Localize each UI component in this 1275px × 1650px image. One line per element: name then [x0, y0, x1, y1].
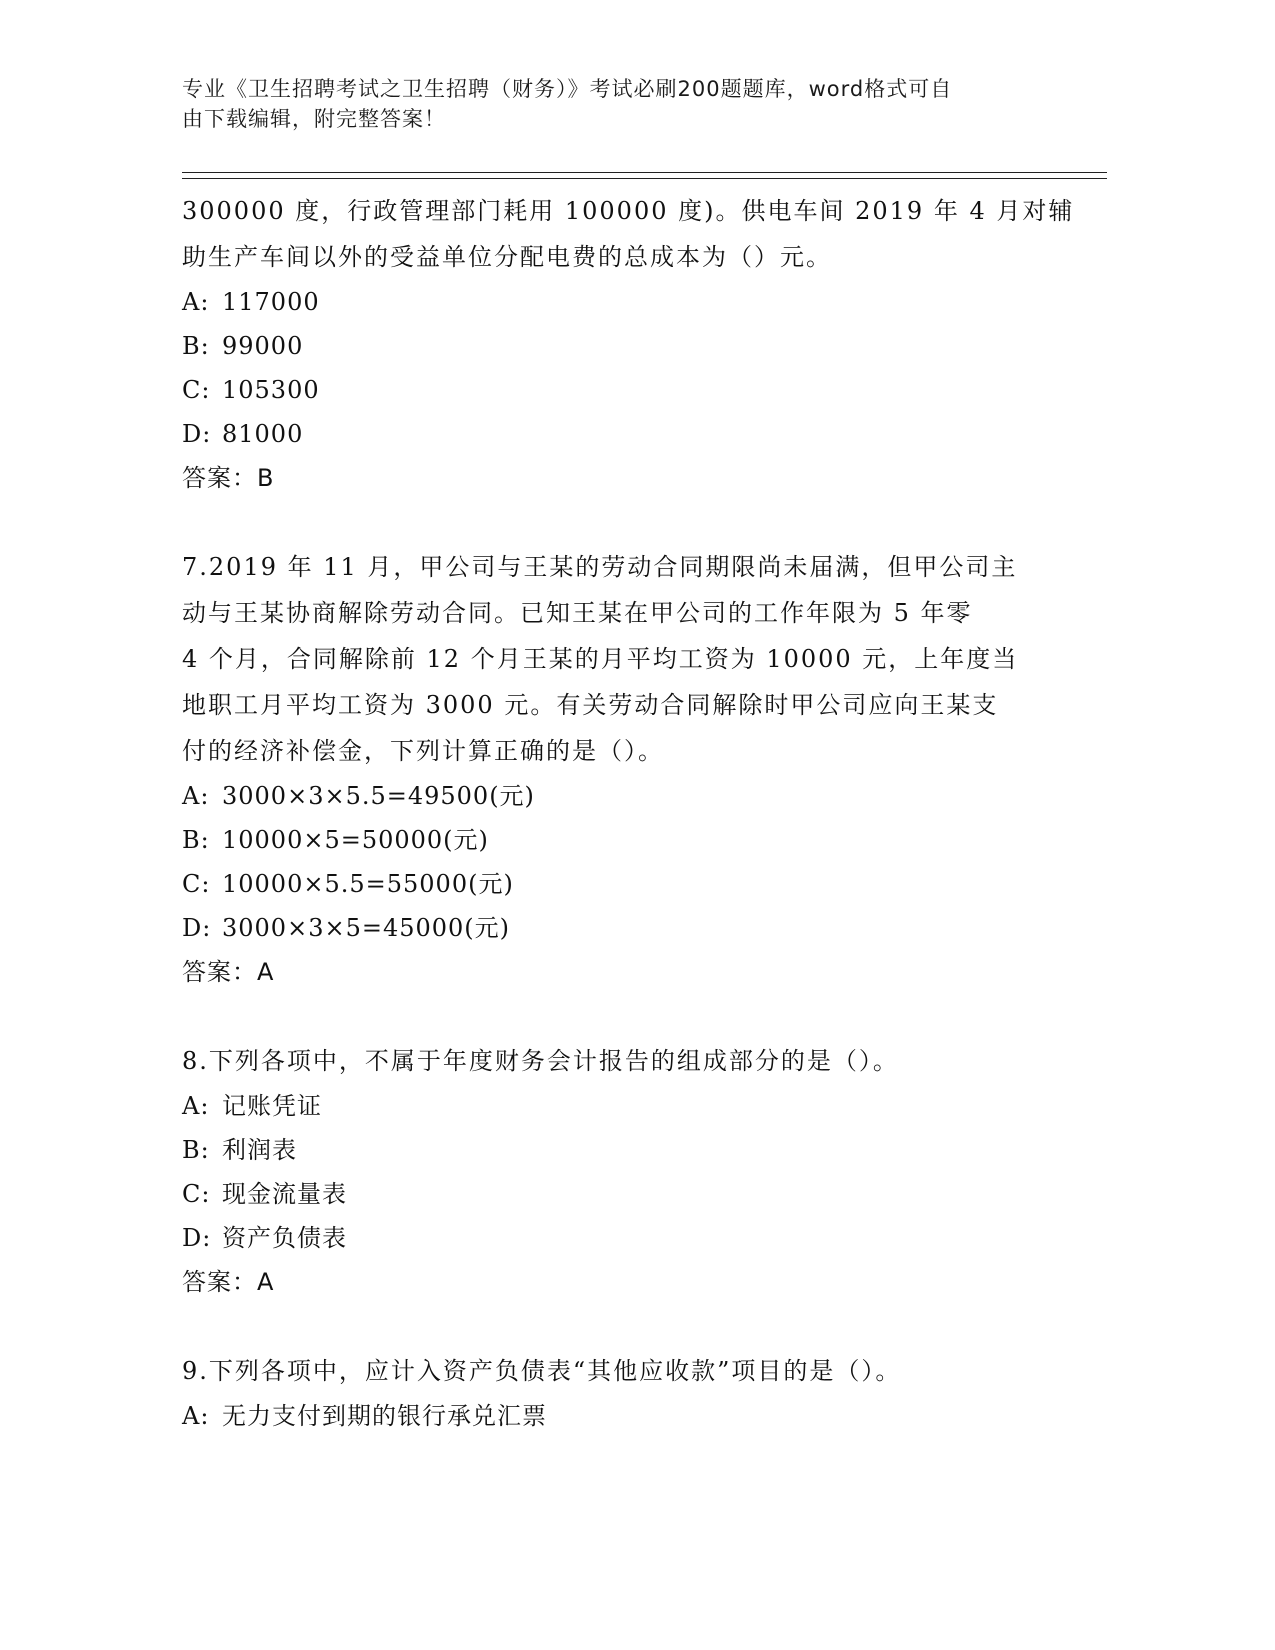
option-label: B: [182, 1136, 210, 1164]
header-line-2: 由下载编辑，附完整答案！ [182, 107, 446, 131]
option-label: A: [182, 1402, 210, 1430]
header-line-1: 专业《卫生招聘考试之卫生招聘（财务）》考试必刷200题题库，word格式可自 [182, 77, 953, 101]
option-text: 99000 [222, 332, 304, 360]
header-divider-bottom [182, 178, 1107, 179]
option-text: 资产负债表 [222, 1224, 347, 1252]
option-label: B: [182, 332, 210, 360]
answer-line: 答案：A [182, 958, 275, 986]
option-b [182, 324, 1062, 368]
option-text: 记账凭证 [222, 1092, 322, 1120]
question-9 [182, 1348, 1062, 1438]
question-6 [182, 188, 1075, 500]
question-text-line: 7.2019 年 11 月，甲公司与王某的劳动合同期限尚未届满，但甲公司主 [182, 553, 1018, 581]
option-label: D: [182, 914, 212, 942]
option-text: 无力支付到期的银行承兑汇票 [222, 1402, 547, 1430]
option-label: A: [182, 288, 210, 316]
option-d [182, 412, 1062, 456]
question-text-line: 4 个月，合同解除前 12 个月王某的月平均工资为 10000 元，上年度当 [182, 645, 1019, 673]
option-label: D: [182, 420, 212, 448]
option-a [182, 1084, 1062, 1128]
option-label: A: [182, 1092, 210, 1120]
option-c [182, 1172, 1062, 1216]
option-d [182, 1216, 1062, 1260]
option-label: B: [182, 826, 210, 854]
question-text-line: 地职工月平均工资为 3000 元。有关劳动合同解除时甲公司应向王某支 [182, 691, 999, 719]
option-b [182, 818, 1062, 862]
question-text-line: 付的经济补偿金，下列计算正确的是（）。 [182, 737, 664, 765]
option-text: 现金流量表 [222, 1180, 347, 1208]
answer-line: 答案：A [182, 1268, 275, 1296]
option-b [182, 1128, 1062, 1172]
option-text: 10000×5=50000(元) [222, 826, 489, 854]
option-label: C: [182, 1180, 211, 1208]
option-text: 3000×3×5.5=49500(元) [222, 782, 535, 810]
option-a [182, 1394, 1062, 1438]
question-8 [182, 1038, 1062, 1304]
option-a [182, 280, 1062, 324]
option-label: C: [182, 870, 211, 898]
question-text-line: 8.下列各项中，不属于年度财务会计报告的组成部分的是（）。 [182, 1047, 899, 1075]
document-body [182, 188, 1075, 1438]
answer-line: 答案：B [182, 464, 275, 492]
option-text: 3000×3×5=45000(元) [222, 914, 511, 942]
option-text: 81000 [222, 420, 304, 448]
option-text: 105300 [222, 376, 320, 404]
question-text-line: 动与王某协商解除劳动合同。已知王某在甲公司的工作年限为 5 年零 [182, 599, 973, 627]
option-d [182, 906, 1062, 950]
question-text-line: 300000 度，行政管理部门耗用 100000 度)。供电车间 2019 年 4 月对辅 [182, 197, 1075, 225]
question-text-line: 助生产车间以外的受益单位分配电费的总成本为（）元。 [182, 243, 832, 271]
option-label: D: [182, 1224, 212, 1252]
question-7 [182, 544, 1062, 994]
option-c [182, 862, 1062, 906]
option-text: 10000×5.5=55000(元) [222, 870, 514, 898]
option-label: C: [182, 376, 211, 404]
option-text: 117000 [222, 288, 320, 316]
option-text: 利润表 [222, 1136, 297, 1164]
header-divider-top [182, 172, 1107, 173]
document-header [182, 74, 1062, 134]
option-label: A: [182, 782, 210, 810]
option-a [182, 774, 1062, 818]
question-text-line: 9.下列各项中，应计入资产负债表“其他应收款”项目的是（）。 [182, 1357, 902, 1385]
option-c [182, 368, 1062, 412]
